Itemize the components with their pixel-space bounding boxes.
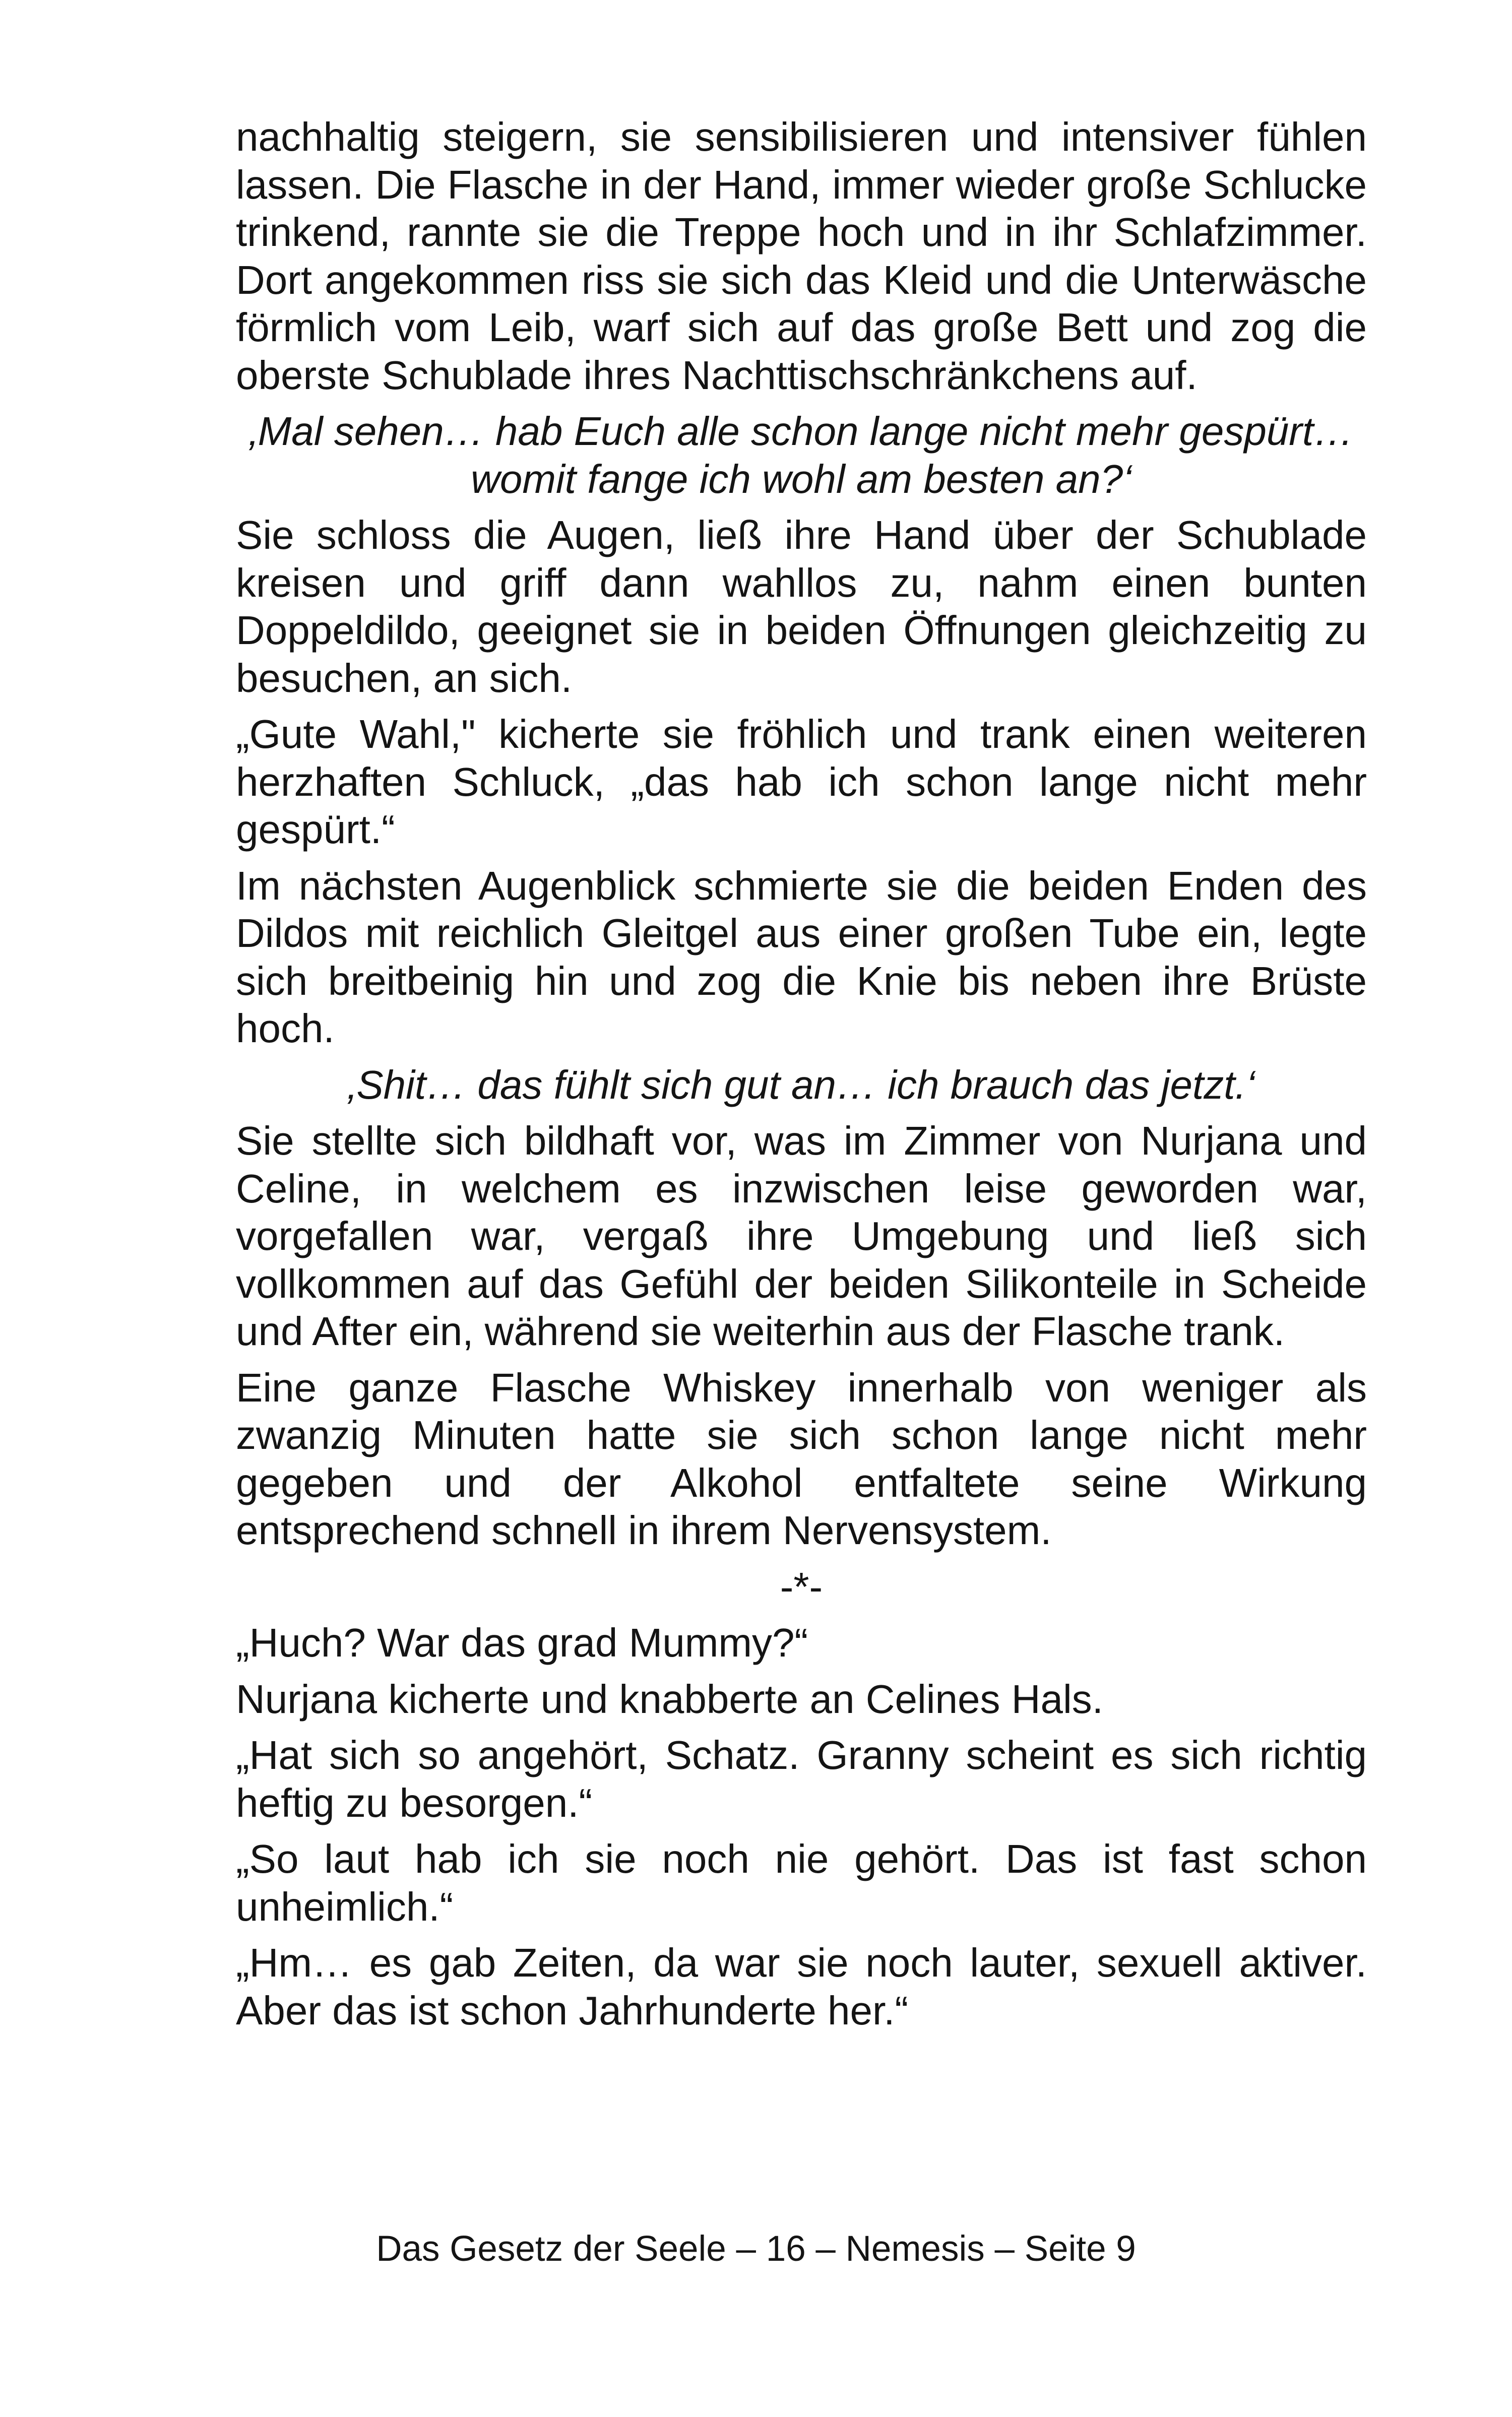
paragraph: Eine ganze Flasche Whiskey innerhalb von weniger als zwanzig Minuten hatte sie sich schon lange nicht mehr gegeben und der Alkohol entfaltete seine Wirkung entsprechend schnell in ihrem Nervensystem. [236,1365,1367,1553]
scene-separator: -*- [780,1564,823,1609]
paragraph: Sie stellte sich bildhaft vor, was im Zimmer von Nurjana und Celine, in welchem es inzwischen leise geworden war, vorgefallen war, vergaß ihre Umgebung und ließ sich vollkommen auf das Gefühl der beiden Silikonteile in Scheide und After ein, während sie weiterhin aus der Flasche trank. [236,1118,1367,1354]
page-footer: Das Gesetz der Seele – 16 – Nemesis – Seite 9 [376,2229,1136,2269]
paragraph: „So laut hab ich sie noch nie gehört. Das ist fast schon unheimlich.“ [236,1836,1367,1929]
paragraph: Sie schloss die Augen, ließ ihre Hand über der Schublade kreisen und griff dann wahllos zu, nahm einen bunten Doppeldildo, geeignet sie in beiden Öffnungen gleichzeitig zu besuchen, an sich. [236,513,1367,701]
inner-thought [236,408,1367,503]
paragraph: „Hat sich so angehört, Schatz. Granny scheint es sich richtig heftig zu besorgen.“ [236,1733,1367,1825]
paragraph: Im nächsten Augenblick schmierte sie die beiden Enden des Dildos mit reichlich Gleitgel aus einer großen Tube ein, legte sich breitbeinig hin und zog die Knie bis neben ihre Brüste hoch. [236,863,1367,1051]
thought-line: womit fange ich wohl am besten an?‘ [471,456,1132,501]
thought-line: ‚Shit… das fühlt sich gut an… ich brauch das jetzt.‘ [347,1062,1255,1107]
paragraph: Nurjana kicherte und knabberte an Celines Hals. [236,1676,1103,1722]
inner-thought [236,1061,1367,1109]
paragraph: „Huch? War das grad Mummy?“ [236,1620,808,1665]
paragraph: nachhaltig steigern, sie sensibilisieren und intensiver fühlen lassen. Die Flasche in der Hand, immer wieder große Schlucke trinkend, rannte sie die Treppe hoch und in ihr Schlafzimmer. Dort angekommen riss sie sich das Kleid und die Unterwäsche förmlich vom Leib, warf sich auf das große Bett und zog die oberste Schublade ihres Nachttischschränkchens auf. [236,114,1367,398]
paragraph: „Gute Wahl," kicherte sie fröhlich und trank einen weiteren herzhaften Schluck, „das hab ich schon lange nicht mehr gespürt.“ [236,712,1367,852]
thought-line: ‚Mal sehen… hab Euch alle schon lange nicht mehr gespürt… [248,409,1354,454]
paragraph: „Hm… es gab Zeiten, da war sie noch lauter, sexuell aktiver. Aber das ist schon Jahrhunderte her.“ [236,1940,1367,2033]
body-text [236,113,1367,2043]
